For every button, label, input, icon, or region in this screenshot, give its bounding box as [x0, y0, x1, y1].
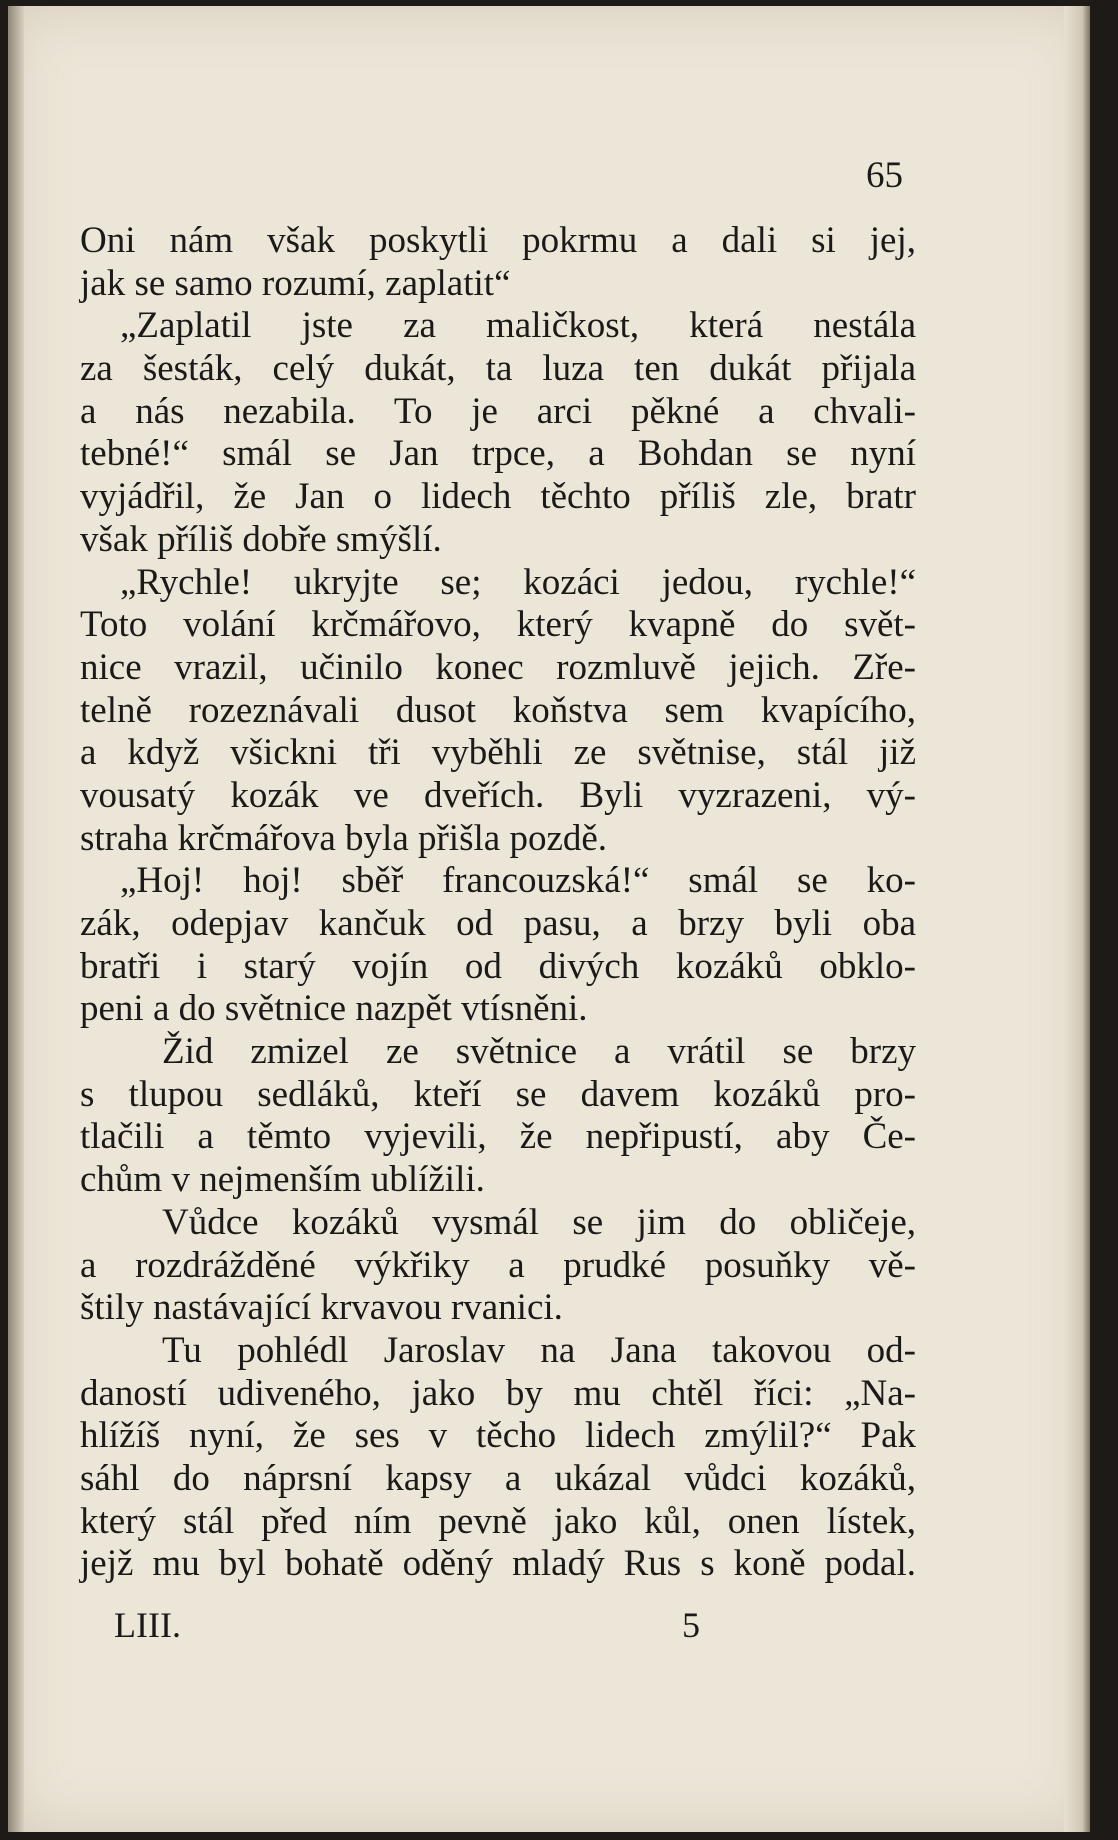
text-line: straha krčmářova byla přišla pozdě. [80, 817, 608, 859]
text-line: „Rychle! ukryjte se; kozáci jedou, rychle!“ [120, 561, 916, 603]
text-line: s tlupou sedláků, kteří se davem kozáků pro- [80, 1073, 916, 1115]
text-line: sáhl do náprsní kapsy a ukázal vůdci kozáků, [80, 1457, 916, 1499]
text-line: však příliš dobře smýšlí. [80, 518, 442, 560]
gathering-number: 5 [682, 1605, 700, 1645]
text-line: štily nastávající krvavou rvanici. [80, 1287, 563, 1329]
text-line: vousatý kozák ve dveřích. Byli vyzrazeni, vý- [80, 774, 916, 816]
text-line: a rozdrážděné výkřiky a prudké posuňky vě- [80, 1244, 916, 1286]
text-line: telně rozeznávali dusot koňstva sem kvapícího, [80, 689, 916, 731]
page-number: 65 [866, 155, 903, 196]
text-line: nice vrazil, učinilo konec rozmluvě jejich. Zře- [80, 646, 916, 688]
text-line: který stál před ním pevně jako kůl, onen lístek, [80, 1500, 916, 1542]
text-line: hlížíš nyní, že ses v těcho lidech zmýlil?“ Pak [80, 1415, 916, 1457]
book-page [8, 6, 1090, 1832]
text-line: vyjádřil, že Jan o lidech těchto příliš zle, bratr [80, 476, 916, 518]
signature-mark: LIII. [114, 1605, 181, 1645]
body-text [80, 220, 916, 1586]
text-line: Oni nám však poskytli pokrmu a dali si jej, [80, 220, 916, 261]
text-line: Toto volání krčmářovo, který kvapně do svět- [80, 604, 916, 646]
text-line: a nás nezabila. To je arci pěkné a chvali- [80, 390, 916, 432]
page-edge [1064, 6, 1090, 1832]
text-line: jejž mu byl bohatě oděný mladý Rus s koně podal. [80, 1543, 916, 1585]
text-line: peni a do světnice nazpět vtísněni. [80, 988, 588, 1030]
text-line: „Zaplatil jste za maličkost, která nestála [120, 305, 916, 347]
text-line: daností udiveného, jako by mu chtěl říci: „Na- [80, 1372, 916, 1414]
text-line: chům v nejmenším ublížili. [80, 1159, 485, 1201]
text-line: tlačili a těmto vyjevili, že nepřipustí, aby Če- [80, 1116, 916, 1158]
text-line: Tu pohlédl Jaroslav na Jana takovou od- [162, 1329, 916, 1371]
text-line: bratři i starý vojín od divých kozáků obklo- [80, 945, 916, 987]
text-line: zák, odepjav kančuk od pasu, a brzy byli oba [80, 903, 916, 944]
text-line: jak se samo rozumí, zaplatit“ [80, 262, 511, 304]
text-line: Žid zmizel ze světnice a vrátil se brzy [162, 1031, 916, 1073]
text-line: za šesták, celý dukát, ta luza ten dukát přijala [80, 348, 916, 390]
page-gutter [8, 6, 24, 1832]
text-line: „Hoj! hoj! sběř francouzská!“ smál se ko- [120, 860, 916, 902]
text-line: tebné!“ smál se Jan trpce, a Bohdan se nyní [80, 433, 916, 475]
text-line: a když všickni tři vyběhli ze světnise, stál již [80, 732, 916, 774]
text-line: Vůdce kozáků vysmál se jim do obličeje, [162, 1201, 916, 1243]
